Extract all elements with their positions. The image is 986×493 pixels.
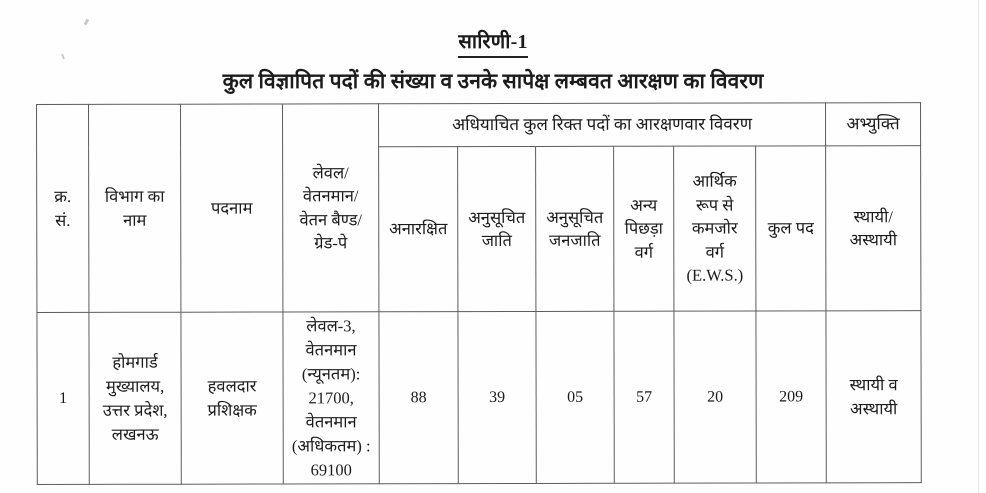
cell-level-pay-line-4: 21700, (308, 388, 354, 408)
col-header-department-line-2: नाम (123, 210, 147, 230)
col-header-ews-line-2: रूप से (695, 195, 734, 215)
cell-level-pay-line-2: वेतनमान (305, 340, 357, 360)
col-header-st (536, 146, 614, 311)
col-header-st-line-1: अनुसूचित (546, 207, 604, 227)
col-header-obc-line-2: पिछड़ा (624, 218, 663, 239)
vacancy-reservation-table (36, 102, 922, 485)
cell-sno: 1 (37, 312, 89, 485)
cell-tenure (826, 311, 921, 484)
page-title: सारिणी-1 (458, 30, 527, 58)
cell-department (89, 312, 181, 485)
col-header-ews-line-1: आर्थिक (692, 171, 737, 192)
cell-tenure-line-2: अस्थायी (849, 398, 898, 419)
col-header-ews-line-4: वर्ग (705, 242, 725, 262)
col-header-sno-line-1: क्र. (54, 187, 72, 207)
col-header-sc-line-2: जाति (481, 231, 512, 251)
cell-level-pay-line-3: (न्यूनतम): (301, 364, 361, 384)
col-header-sc-line-1: अनुसूचित (468, 207, 526, 227)
cell-sc: 39 (458, 311, 536, 484)
col-header-post-name (181, 104, 283, 312)
cell-level-pay-line-6: (अधिकतम) : (291, 435, 371, 456)
cell-department-line-1: होमगार्ड (112, 352, 158, 372)
cell-level-pay-line-5: वेतनमान (305, 412, 357, 432)
col-header-ews-line-5: (E.W.S.) (686, 265, 744, 285)
col-header-ews-line-3: कमजोर (691, 218, 738, 238)
cell-post-name-line-1: हवलदार (207, 376, 257, 396)
col-header-level-pay-line-2: वेतनमान/ (302, 186, 359, 206)
col-header-post-name-line-1: पदनाम (210, 198, 253, 218)
col-header-level-pay (283, 104, 379, 312)
col-header-st-line-2: जनजाति (548, 230, 601, 250)
col-header-tenure (826, 146, 921, 311)
cell-level-pay (283, 312, 379, 485)
col-header-level-pay-line-4: ग्रेड-पे (314, 233, 348, 253)
col-header-department (89, 104, 181, 312)
col-header-ews (674, 146, 756, 311)
group-header-remarks: अभ्युक्ति (826, 103, 921, 146)
col-header-sno-line-2: सं. (55, 210, 71, 230)
cell-department-line-2: मुख्यालय, (105, 376, 165, 396)
cell-level-pay-line-1: लेवल-3, (306, 316, 356, 336)
col-header-sc (458, 146, 536, 311)
cell-post-name-line-2: प्रशिक्षक (207, 400, 257, 420)
col-header-total (756, 146, 826, 311)
col-header-department-line-1: विभाग का (104, 186, 165, 206)
col-header-obc (614, 146, 674, 311)
table-body (37, 311, 921, 485)
col-header-tenure-line-1: स्थायी/ (853, 206, 893, 226)
scan-speckle (84, 19, 89, 26)
cell-ews: 20 (674, 311, 756, 484)
col-header-obc-line-1: अन्य (630, 195, 658, 215)
table-head (37, 103, 921, 313)
col-header-sno (37, 104, 89, 312)
col-header-level-pay-line-3: वेतन बैण्ड/ (299, 209, 363, 229)
table-row (37, 311, 921, 485)
cell-department-line-3: उत्तर प्रदेश, (102, 400, 168, 420)
col-header-ur (379, 147, 458, 312)
cell-department-line-4: लखनऊ (111, 424, 159, 444)
cell-ur: 88 (379, 312, 458, 485)
cell-tenure-line-1: स्थायी व (849, 374, 898, 395)
group-header-row (37, 103, 921, 148)
col-header-level-pay-line-1: लेवल/ (312, 163, 349, 183)
cell-st: 05 (536, 311, 614, 484)
col-header-obc-line-3: वर्ग (634, 242, 654, 262)
table-container (36, 102, 921, 485)
title-block (0, 30, 986, 94)
group-header-reservation: अधियाचित कुल रिक्त पदों का आरक्षणवार विवरण (379, 103, 826, 147)
col-header-tenure-line-2: अस्थायी (849, 230, 897, 250)
cell-total: 209 (756, 311, 826, 484)
col-header-ur-line-1: अनारक्षित (389, 219, 448, 239)
cell-level-pay-line-7: 69100 (310, 459, 352, 479)
col-header-total-line-1: कुल पद (767, 218, 814, 238)
page-subtitle: कुल विज्ञापित पदों की संख्या व उनके सापेक्ष लम्बवत आरक्षण का विवरण (222, 69, 764, 93)
cell-post-name (181, 312, 283, 485)
cell-obc: 57 (614, 311, 674, 484)
